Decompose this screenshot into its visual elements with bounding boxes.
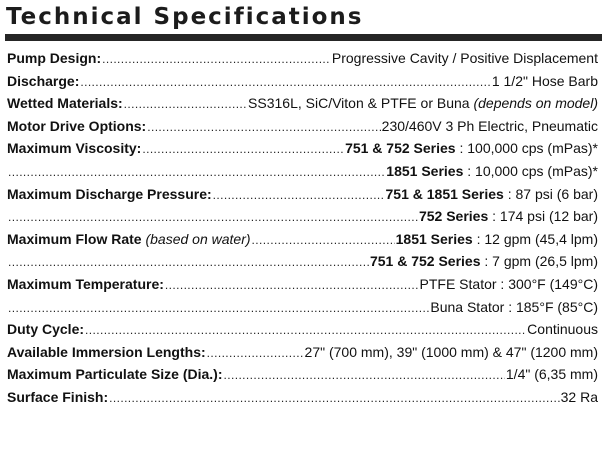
dot-leader <box>8 251 369 273</box>
dot-leader <box>207 342 304 364</box>
spec-value: Buna Stator : 185°F (85°C) <box>430 298 598 315</box>
spec-label: Pump Design: <box>7 50 102 66</box>
spec-value: 1 1/2" Hose Barb <box>491 72 598 89</box>
spec-label: Discharge: <box>7 72 80 89</box>
spec-row-particulate-size <box>7 363 598 386</box>
spec-row-max-flow-rate-cont <box>7 250 598 273</box>
spec-value: 32 Ra <box>560 388 598 405</box>
series-name: 751 & 752 Series <box>369 253 481 270</box>
series-name: 752 Series <box>418 208 489 225</box>
dot-leader <box>165 274 419 296</box>
spec-value: 752 Series : 174 psi (12 bar) <box>418 208 598 225</box>
spec-row-wetted-materials <box>7 92 598 115</box>
dot-leader <box>213 184 385 206</box>
spec-label: Motor Drive Options: <box>7 117 147 134</box>
spec-row-max-temperature-cont <box>7 296 598 319</box>
dot-leader <box>124 93 247 115</box>
spec-row-max-discharge-pressure-cont <box>7 205 598 228</box>
spec-row-pump-design <box>7 47 598 70</box>
title-underline <box>5 34 602 41</box>
dot-leader <box>8 161 385 183</box>
spec-label: Maximum Particulate Size (Dia.): <box>7 366 223 383</box>
spec-value: PTFE Stator : 300°F (149°C) <box>419 275 598 292</box>
spec-value: Progressive Cavity / Positive Displacement <box>331 50 598 66</box>
spec-row-max-temperature <box>7 273 598 296</box>
spec-value: 27" (700 mm), 39" (1000 mm) & 47" (1200 mm) <box>304 343 598 360</box>
spec-value: 751 & 752 Series : 7 gpm (26,5 lpm) <box>369 253 598 270</box>
series-name: 1851 Series <box>386 162 464 179</box>
spec-value: 230/460V 3 Ph Electric, Pneumatic <box>381 117 598 134</box>
spec-row-motor-drive <box>7 115 598 138</box>
spec-row-discharge <box>7 70 598 93</box>
spec-label: Maximum Temperature: <box>7 275 164 292</box>
spec-row-duty-cycle <box>7 318 598 341</box>
spec-label: Available Immersion Lengths: <box>7 343 206 360</box>
spec-value: 751 & 752 Series : 100,000 cps (mPas)* <box>345 140 598 157</box>
page-title: Technical Specifications <box>6 4 364 30</box>
series-name: 751 & 752 Series <box>345 140 456 157</box>
spec-label-note: (based on water) <box>141 230 251 247</box>
series-name: 1851 Series <box>395 230 473 247</box>
spec-row-max-viscosity-cont <box>7 160 598 183</box>
dot-leader <box>252 229 395 251</box>
spec-value: 1851 Series : 12 gpm (45,4 lpm) <box>395 230 598 247</box>
spec-row-max-viscosity <box>7 137 598 160</box>
spec-value: 1/4" (6,35 mm) <box>505 366 598 383</box>
dot-leader <box>147 116 380 138</box>
spec-value: Continuous <box>527 321 598 338</box>
spec-label: Maximum Viscosity: <box>7 140 142 157</box>
spec-row-max-discharge-pressure <box>7 183 598 206</box>
spec-label: Maximum Discharge Pressure: <box>7 185 212 202</box>
spec-value: 751 & 1851 Series : 87 psi (6 bar) <box>385 185 598 202</box>
series-name: 751 & 1851 Series <box>385 185 504 202</box>
dot-leader <box>224 364 505 386</box>
spec-value: SS316L, SiC/Viton & PTFE or Buna (depends on model) <box>248 95 598 112</box>
dot-leader <box>80 71 490 93</box>
spec-value-note: (depends on model) <box>473 95 598 112</box>
spec-row-immersion-lengths <box>7 341 598 364</box>
spec-label: Surface Finish: <box>7 388 109 405</box>
spec-row-max-flow-rate <box>7 228 598 251</box>
dot-leader <box>8 206 418 228</box>
spec-value: 1851 Series : 10,000 cps (mPas)* <box>386 162 598 179</box>
dot-leader <box>109 387 560 409</box>
spec-label: Duty Cycle: <box>7 321 85 338</box>
dot-leader <box>8 297 429 319</box>
spec-list <box>7 47 598 409</box>
spec-label: Maximum Flow Rate (based on water) <box>7 230 251 247</box>
spec-row-surface-finish <box>7 386 598 409</box>
dot-leader <box>142 138 344 160</box>
dot-leader <box>102 48 331 70</box>
dot-leader <box>85 319 526 341</box>
spec-label: Wetted Materials: <box>7 95 123 112</box>
